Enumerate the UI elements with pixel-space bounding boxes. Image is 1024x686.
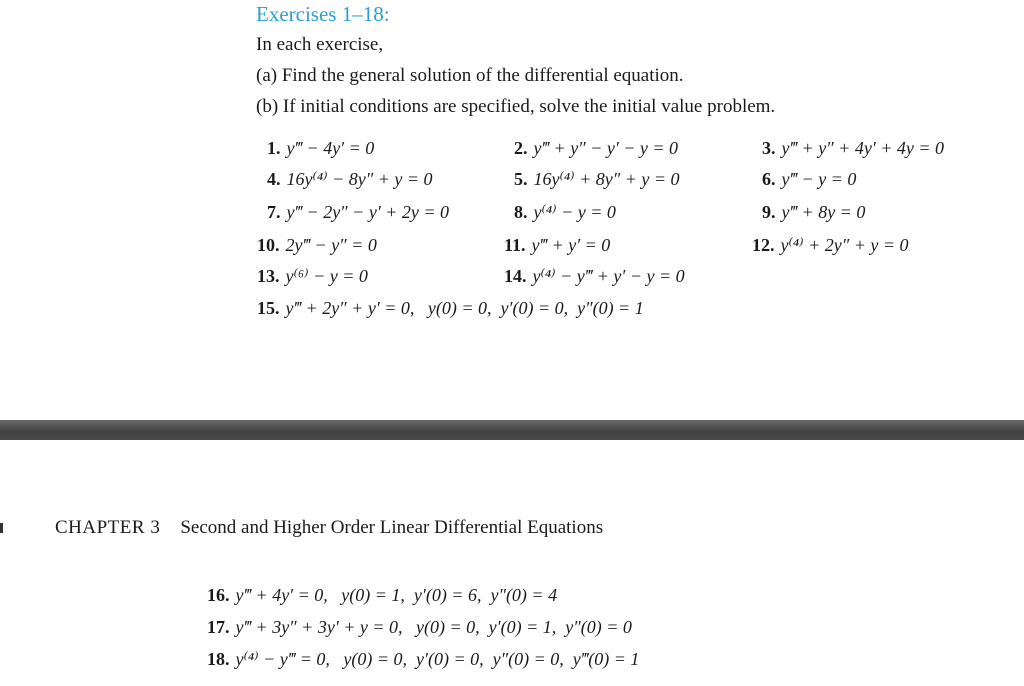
exercise-11: 11. y‴ + y′ = 0 (504, 235, 611, 255)
exercise-8: 8. y⁽⁴⁾ − y = 0 (514, 202, 616, 222)
chapter-label: CHAPTER 3 (55, 517, 161, 538)
exercise-14: 14. y⁽⁴⁾ − y‴ + y′ − y = 0 (504, 266, 685, 286)
exercise-1: 1. y‴ − 4y′ = 0 (267, 138, 375, 158)
exercise-6: 6. y‴ − y = 0 (762, 169, 857, 189)
exercise-16: 16. y‴ + 4y′ = 0, y(0) = 1, y′(0) = 6, y″(0) = 4 (207, 585, 558, 605)
exercise-7: 7. y‴ − 2y″ − y′ + 2y = 0 (267, 202, 450, 222)
exercise-4: 4. 16y⁽⁴⁾ − 8y″ + y = 0 (267, 169, 433, 189)
exercise-2: 2. y‴ + y″ − y′ − y = 0 (514, 138, 679, 158)
exercise-12: 12. y⁽⁴⁾ + 2y″ + y = 0 (752, 235, 909, 255)
exercise-10: 10. 2y‴ − y″ = 0 (257, 235, 377, 255)
part-a: (a) Find the general solution of the differential equation. (256, 65, 684, 86)
page-divider (0, 420, 1024, 440)
exercise-3: 3. y‴ + y″ + 4y′ + 4y = 0 (762, 138, 945, 158)
chapter-heading (55, 517, 603, 539)
exercise-17: 17. y‴ + 3y″ + 3y′ + y = 0, y(0) = 0, y′(0) = 1, y″(0) = 0 (207, 617, 632, 637)
exercises-title: Exercises 1–18: (256, 2, 390, 26)
exercise-13: 13. y⁽⁶⁾ − y = 0 (257, 266, 368, 286)
chapter-title: Second and Higher Order Linear Differential Equations (180, 517, 604, 538)
exercise-18: 18. y⁽⁴⁾ − y‴ = 0, y(0) = 0, y′(0) = 0, y″(0) = 0, y‴(0) = 1 (207, 649, 640, 669)
exercise-5: 5. 16y⁽⁴⁾ + 8y″ + y = 0 (514, 169, 680, 189)
part-b: (b) If initial conditions are specified, solve the initial value problem. (256, 96, 776, 117)
margin-mark (0, 523, 3, 533)
intro-text: In each exercise, (256, 34, 384, 55)
exercise-15: 15. y‴ + 2y″ + y′ = 0, y(0) = 0, y′(0) = 0, y″(0) = 1 (257, 298, 644, 318)
exercise-9: 9. y‴ + 8y = 0 (762, 202, 866, 222)
